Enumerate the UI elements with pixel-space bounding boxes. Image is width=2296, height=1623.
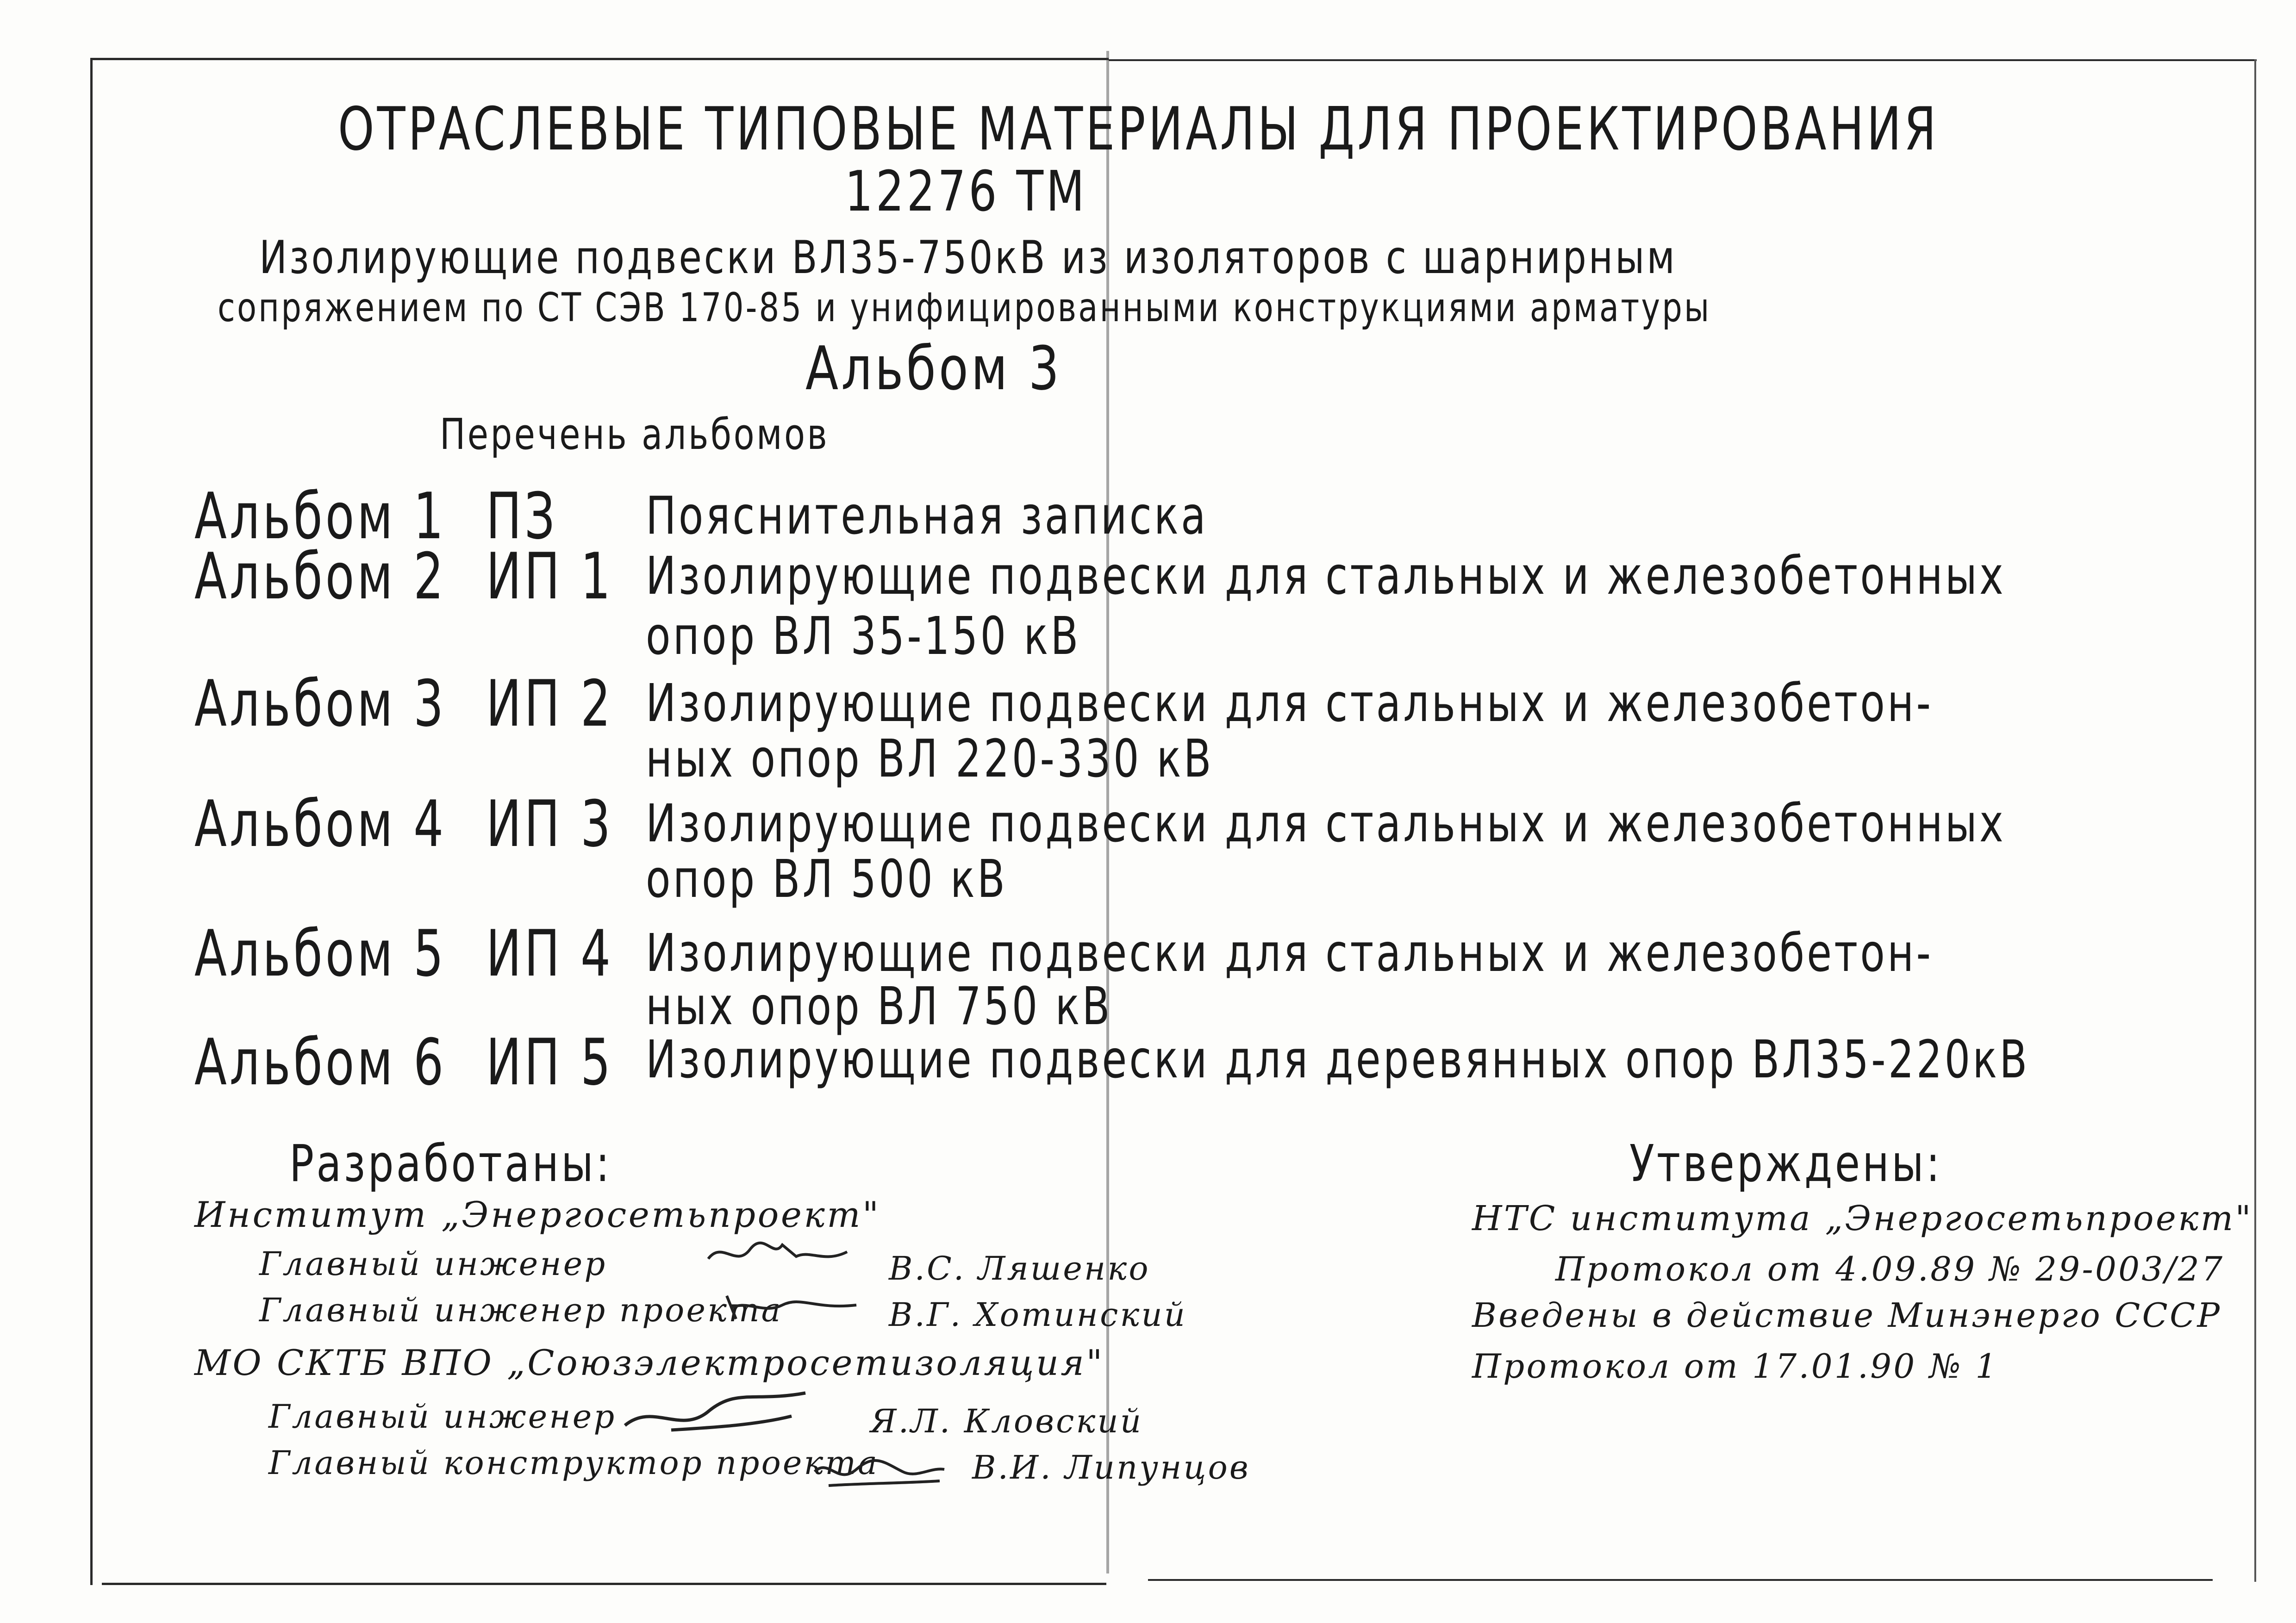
developed-role4: Главный конструктор проекта (268, 1444, 880, 1482)
frame-bottom-left (102, 1583, 1106, 1585)
album-6-desc: Изолирующие подвески для деревянных опор ВЛ35-220кВ (646, 1030, 2030, 1090)
header-line1: ОТРАСЛЕВЫЕ ТИПОВЫЕ МАТЕРИАЛЫ ДЛЯ ПРОЕКТИРОВАНИЯ (338, 95, 1939, 164)
album-5-label: Альбом 5 (194, 916, 447, 991)
header-album: Альбом 3 (805, 333, 1062, 404)
album-3-desc: Изолирующие подвески для стальных и железобетон- (646, 673, 1934, 734)
developed-name2: В.Г. Хотинский (889, 1296, 1187, 1334)
album-5-desc: Изолирующие подвески для стальных и железобетон- (646, 923, 1934, 983)
frame-bottom-right (1148, 1579, 2213, 1581)
approved-line3: Введены в действие Минэнерго СССР (1472, 1296, 2222, 1335)
header-subtitle1: Изолирующие подвески ВЛ35-750кВ из изоляторов с шарнирным (259, 231, 1677, 284)
signature-4-icon (810, 1444, 949, 1495)
album-5-code: ИП 4 (486, 916, 614, 991)
album-1-label: Альбом 1 (194, 479, 447, 553)
header-subtitle2: сопряжением по СТ СЭВ 170-85 и унифицированными конструкциями арматуры (218, 285, 1711, 331)
developed-role1: Главный инженер (259, 1245, 607, 1283)
header-series: 12276 ТМ (845, 160, 1087, 224)
developed-role3: Главный инженер (268, 1398, 617, 1436)
frame-top-right (1109, 59, 2257, 61)
album-4-code: ИП 3 (486, 787, 614, 861)
frame-left (90, 58, 93, 1585)
album-4-desc-cont: опор ВЛ 500 кВ (646, 849, 1008, 909)
developed-name1: В.С. Ляшенко (889, 1250, 1150, 1287)
album-1-code: ПЗ (486, 479, 558, 553)
album-2-code: ИП 1 (486, 539, 614, 614)
album-6-label: Альбом 6 (194, 1025, 447, 1100)
approved-line1: НТС института „Энергосетьпроект" (1472, 1199, 2253, 1238)
album-4-label: Альбом 4 (194, 787, 447, 861)
frame-right (2254, 59, 2256, 1582)
album-3-desc-cont: ных опор ВЛ 220-330 кВ (646, 729, 1214, 789)
album-3-code: ИП 2 (486, 666, 614, 741)
signature-3-icon (616, 1384, 810, 1444)
developed-org2: МО СКТБ ВПО „Союзэлектросетизоляция" (194, 1342, 1104, 1383)
approved-line2: Протокол от 4.09.89 № 29-003/27 (1555, 1250, 2225, 1288)
album-2-desc: Изолирующие подвески для стальных и железобетонных (646, 546, 2006, 606)
developed-name3: Я.Л. Кловский (870, 1402, 1143, 1440)
signature-2-icon (722, 1282, 861, 1328)
developed-name4: В.И. Липунцов (972, 1449, 1250, 1486)
album-6-code: ИП 5 (486, 1025, 614, 1100)
album-4-desc: Изолирующие подвески для стальных и железобетонных (646, 794, 2006, 854)
developed-role2: Главный инженер проекта (259, 1291, 783, 1329)
album-2-desc-cont: опор ВЛ 35-150 кВ (646, 606, 1081, 666)
developed-title: Разработаны: (289, 1134, 612, 1193)
developed-org1: Институт „Энергосетьпроект" (194, 1194, 881, 1235)
album-5-desc-cont: ных опор ВЛ 750 кВ (646, 976, 1112, 1037)
album-2-label: Альбом 2 (194, 539, 447, 614)
signature-1-icon (704, 1231, 852, 1277)
albums-list-title: Перечень альбомов (440, 410, 830, 459)
approved-title: Утверждены: (1629, 1134, 1942, 1193)
approved-line4: Протокол от 17.01.90 № 1 (1472, 1347, 1999, 1386)
album-1-desc: Пояснительная записка (646, 486, 1208, 546)
frame-top-left (90, 58, 1109, 60)
album-3-label: Альбом 3 (194, 666, 447, 741)
